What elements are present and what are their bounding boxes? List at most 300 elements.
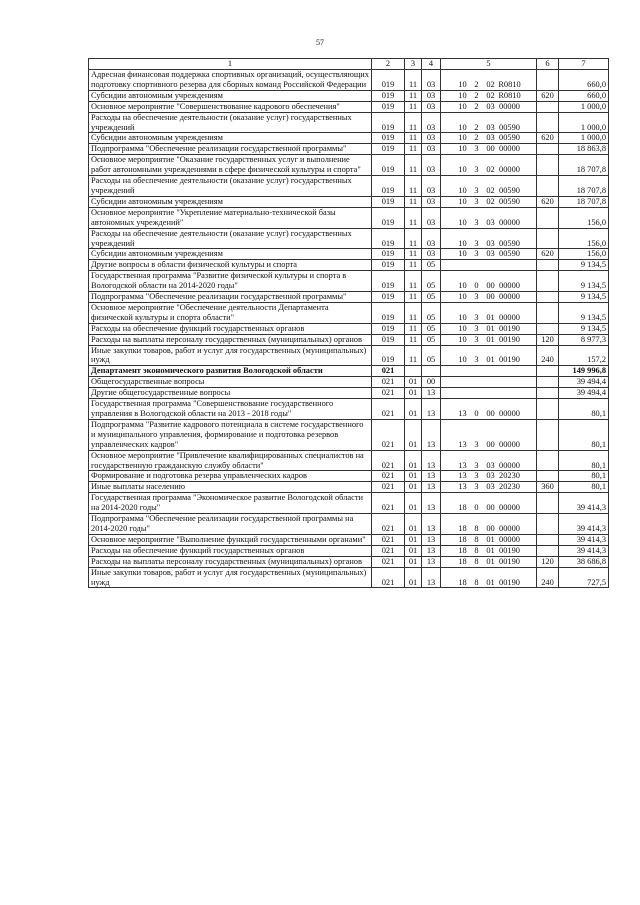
row-expense-type: 620 (537, 196, 559, 207)
header-col-6: 6 (537, 59, 559, 70)
target-direction: 00000 (499, 409, 520, 418)
row-target-article (441, 514, 537, 535)
target-program: 10 (458, 217, 467, 227)
target-activity: 00 (486, 439, 495, 449)
target-activity: 00 (486, 409, 495, 418)
target-subprogram: 3 (474, 312, 479, 322)
row-name: Расходы на обеспечение функций государственных органов (89, 545, 372, 556)
target-subprogram: 2 (474, 133, 479, 143)
row-name: Общегосударственные вопросы (89, 377, 372, 388)
row-ministry-code: 021 (372, 567, 405, 588)
target-subprogram: 3 (474, 460, 479, 470)
row-amount: 9 134,5 (559, 292, 609, 303)
table-row (89, 260, 609, 271)
target-program: 13 (458, 471, 467, 481)
target-program: 18 (458, 556, 467, 566)
row-expense-type (537, 471, 559, 482)
row-amount: 727,5 (559, 567, 609, 588)
table-row (89, 133, 609, 144)
row-section-code: 11 (405, 334, 422, 345)
row-subsection-code: 05 (422, 345, 441, 366)
target-direction: 00000 (499, 439, 520, 449)
row-subsection-code: 13 (422, 471, 441, 482)
target-direction: 00000 (499, 144, 520, 154)
row-target-article (441, 260, 537, 271)
row-target-article (441, 228, 537, 249)
row-ministry-code: 019 (372, 155, 405, 176)
row-section-code: 01 (405, 482, 422, 493)
row-name: Расходы на выплаты персоналу государственных (муниципальных) органов (89, 556, 372, 567)
table-row (89, 302, 609, 323)
target-program: 10 (458, 334, 467, 344)
row-section-code: 11 (405, 176, 422, 197)
target-program: 10 (458, 355, 467, 365)
row-name: Расходы на обеспечение функций государственных органов (89, 323, 372, 334)
target-subprogram: 2 (474, 122, 479, 132)
row-subsection-code: 03 (422, 70, 441, 91)
target-subprogram: 3 (474, 144, 479, 154)
row-amount: 156,0 (559, 207, 609, 228)
row-expense-type (537, 207, 559, 228)
table-row (89, 292, 609, 303)
table-row (89, 90, 609, 101)
row-expense-type (537, 302, 559, 323)
row-target-article (441, 70, 537, 91)
row-subsection-code (422, 366, 441, 377)
target-program: 10 (458, 323, 467, 333)
target-subprogram: 8 (474, 556, 479, 566)
row-name: Подпрограмма "Обеспечение реализации государственной программы на 2014-2020 годы" (89, 514, 372, 535)
row-expense-type: 360 (537, 482, 559, 493)
row-ministry-code: 021 (372, 366, 405, 377)
target-activity: 00 (486, 144, 495, 154)
table-row (89, 144, 609, 155)
row-name: Адресная финансовая поддержка спортивных организаций, осуществляющих подготовку спортивного резерва для сборных команд Российской Федерации (89, 70, 372, 91)
target-direction: 00000 (499, 292, 520, 302)
row-section-code: 11 (405, 155, 422, 176)
row-section-code: 01 (405, 377, 422, 388)
target-activity: 03 (486, 217, 495, 227)
row-name: Основное мероприятие "Оказание государственных услуг и выполнение работ автономными учреждениями в сфере физической культуры и спорта" (89, 155, 372, 176)
row-name: Другие общегосударственные вопросы (89, 388, 372, 399)
row-target-article (441, 482, 537, 493)
row-target-article (441, 176, 537, 197)
table-row (89, 493, 609, 514)
row-section-code: 11 (405, 144, 422, 155)
row-section-code: 11 (405, 90, 422, 101)
target-activity: 01 (486, 534, 495, 544)
row-section-code: 01 (405, 556, 422, 567)
target-subprogram: 3 (474, 323, 479, 333)
target-subprogram: 8 (474, 577, 479, 587)
row-target-article (441, 377, 537, 388)
target-direction: 00000 (499, 165, 520, 175)
table-row (89, 567, 609, 588)
row-amount: 80,1 (559, 450, 609, 471)
target-activity: 02 (486, 90, 495, 100)
target-program: 10 (458, 133, 467, 143)
row-subsection-code: 13 (422, 514, 441, 535)
row-ministry-code: 019 (372, 292, 405, 303)
target-activity: 03 (486, 238, 495, 248)
row-expense-type (537, 228, 559, 249)
row-section-code: 11 (405, 302, 422, 323)
target-direction: 00190 (499, 545, 520, 555)
target-direction: 00000 (499, 217, 520, 227)
target-subprogram: 3 (474, 238, 479, 248)
row-target-article (441, 249, 537, 260)
row-amount: 18 707,8 (559, 196, 609, 207)
table-row (89, 228, 609, 249)
target-subprogram: 0 (474, 503, 479, 513)
header-col-2: 2 (372, 59, 405, 70)
target-activity: 01 (486, 323, 495, 333)
row-section-code: 11 (405, 228, 422, 249)
row-section-code: 11 (405, 271, 422, 292)
row-name: Иные закупки товаров, работ и услуг для государственных (муниципальных) нужд (89, 567, 372, 588)
row-name: Подпрограмма "Обеспечение реализации государственной программы" (89, 144, 372, 155)
row-subsection-code: 13 (422, 399, 441, 420)
row-section-code: 11 (405, 260, 422, 271)
target-direction: 00590 (499, 122, 520, 132)
row-name: Расходы на обеспечение деятельности (оказание услуг) государственных учреждений (89, 176, 372, 197)
row-target-article (441, 450, 537, 471)
row-amount: 9 134,5 (559, 323, 609, 334)
row-target-article (441, 292, 537, 303)
table-row (89, 176, 609, 197)
row-expense-type (537, 399, 559, 420)
row-ministry-code: 021 (372, 388, 405, 399)
target-activity: 00 (486, 292, 495, 302)
row-name: Субсидии автономным учреждениям (89, 196, 372, 207)
row-subsection-code: 03 (422, 228, 441, 249)
target-activity: 01 (486, 577, 495, 587)
target-program: 13 (458, 439, 467, 449)
table-row (89, 545, 609, 556)
row-target-article (441, 207, 537, 228)
target-activity: 02 (486, 165, 495, 175)
row-amount: 660,0 (559, 90, 609, 101)
row-amount: 1 000,0 (559, 101, 609, 112)
row-ministry-code: 021 (372, 471, 405, 482)
row-expense-type (537, 112, 559, 133)
row-target-article (441, 366, 537, 377)
row-ministry-code: 021 (372, 514, 405, 535)
row-ministry-code: 021 (372, 545, 405, 556)
row-subsection-code: 13 (422, 493, 441, 514)
row-name: Субсидии автономным учреждениям (89, 133, 372, 144)
row-ministry-code: 019 (372, 176, 405, 197)
target-direction: 00000 (499, 503, 520, 513)
row-ministry-code: 021 (372, 556, 405, 567)
target-direction: 00190 (499, 323, 520, 333)
target-subprogram: 3 (474, 439, 479, 449)
row-expense-type (537, 144, 559, 155)
row-ministry-code: 021 (372, 450, 405, 471)
target-subprogram: 3 (474, 355, 479, 365)
row-subsection-code: 05 (422, 271, 441, 292)
row-ministry-code: 019 (372, 260, 405, 271)
target-program: 18 (458, 534, 467, 544)
row-ministry-code: 019 (372, 249, 405, 260)
row-target-article (441, 133, 537, 144)
row-target-article (441, 345, 537, 366)
table-row (89, 556, 609, 567)
row-expense-type (537, 323, 559, 334)
row-target-article (441, 155, 537, 176)
row-target-article (441, 90, 537, 101)
row-expense-type (537, 176, 559, 197)
target-subprogram: 3 (474, 482, 479, 492)
row-target-article (441, 302, 537, 323)
row-subsection-code: 03 (422, 101, 441, 112)
row-name: Департамент экономического развития Вологодской области (89, 366, 372, 377)
table-body (89, 70, 609, 588)
table-row (89, 399, 609, 420)
row-expense-type: 240 (537, 345, 559, 366)
row-section-code: 11 (405, 112, 422, 133)
target-program: 10 (458, 122, 467, 132)
row-name: Основное мероприятие "Обеспечение деятельности Департамента физической культуры и спорта области" (89, 302, 372, 323)
row-ministry-code: 019 (372, 112, 405, 133)
row-expense-type (537, 292, 559, 303)
row-ministry-code: 019 (372, 90, 405, 101)
table-row (89, 345, 609, 366)
table-row (89, 377, 609, 388)
target-subprogram: 8 (474, 545, 479, 555)
row-expense-type (537, 101, 559, 112)
row-ministry-code: 019 (372, 302, 405, 323)
row-ministry-code: 021 (372, 399, 405, 420)
row-amount: 9 134,5 (559, 302, 609, 323)
table-row (89, 249, 609, 260)
row-name: Государственная программа "Экономическое развитие Вологодской области на 2014-2020 годы" (89, 493, 372, 514)
target-program: 10 (458, 249, 467, 259)
row-target-article (441, 271, 537, 292)
row-name: Расходы на выплаты персоналу государственных (муниципальных) органов (89, 334, 372, 345)
row-section-code: 11 (405, 133, 422, 144)
target-program: 18 (458, 523, 467, 533)
target-subprogram: 2 (474, 79, 479, 89)
row-target-article (441, 144, 537, 155)
row-subsection-code: 03 (422, 144, 441, 155)
row-ministry-code: 019 (372, 334, 405, 345)
target-subprogram: 3 (474, 196, 479, 206)
row-expense-type (537, 545, 559, 556)
row-expense-type (537, 534, 559, 545)
target-program: 10 (458, 281, 467, 291)
row-name: Подпрограмма "Развитие кадрового потенциала в системе государственного и муниципального управления, формирование и подготовка резервов управленческих кадров" (89, 419, 372, 450)
target-activity: 00 (486, 281, 495, 291)
row-name: Расходы на обеспечение деятельности (оказание услуг) государственных учреждений (89, 112, 372, 133)
row-section-code: 11 (405, 207, 422, 228)
target-direction: 00590 (499, 249, 520, 259)
target-program: 10 (458, 238, 467, 248)
target-direction: 00190 (499, 577, 520, 587)
row-subsection-code: 13 (422, 567, 441, 588)
row-expense-type (537, 514, 559, 535)
row-section-code: 01 (405, 534, 422, 545)
table-row (89, 471, 609, 482)
row-section-code: 11 (405, 196, 422, 207)
row-expense-type (537, 366, 559, 377)
row-amount: 80,1 (559, 419, 609, 450)
row-subsection-code: 03 (422, 112, 441, 133)
header-col-3: 3 (405, 59, 422, 70)
row-section-code: 11 (405, 249, 422, 260)
row-expense-type (537, 70, 559, 91)
row-section-code: 11 (405, 70, 422, 91)
row-ministry-code: 021 (372, 493, 405, 514)
target-activity: 01 (486, 334, 495, 344)
row-subsection-code: 03 (422, 196, 441, 207)
row-section-code: 01 (405, 450, 422, 471)
table-row (89, 534, 609, 545)
row-name: Субсидии автономным учреждениям (89, 249, 372, 260)
target-subprogram: 3 (474, 249, 479, 259)
row-ministry-code: 019 (372, 70, 405, 91)
row-name: Расходы на обеспечение деятельности (оказание услуг) государственных учреждений (89, 228, 372, 249)
header-col-4: 4 (422, 59, 441, 70)
row-amount: 39 414,3 (559, 493, 609, 514)
target-direction: 00590 (499, 238, 520, 248)
table-row (89, 482, 609, 493)
table-row (89, 196, 609, 207)
target-program: 10 (458, 185, 467, 195)
row-subsection-code: 03 (422, 249, 441, 260)
target-activity: 03 (486, 122, 495, 132)
table-row (89, 155, 609, 176)
target-program: 10 (458, 79, 467, 89)
row-subsection-code: 13 (422, 545, 441, 556)
row-amount: 18 707,8 (559, 155, 609, 176)
header-row (89, 59, 609, 70)
target-activity: 03 (486, 101, 495, 111)
row-ministry-code: 021 (372, 482, 405, 493)
row-section-code: 11 (405, 101, 422, 112)
table-row (89, 207, 609, 228)
row-amount: 39 494,4 (559, 377, 609, 388)
row-amount: 39 414,3 (559, 534, 609, 545)
row-subsection-code: 05 (422, 302, 441, 323)
row-target-article (441, 545, 537, 556)
target-direction: 00190 (499, 334, 520, 344)
target-activity: 03 (486, 460, 495, 470)
row-ministry-code: 021 (372, 419, 405, 450)
target-subprogram: 3 (474, 292, 479, 302)
target-direction: 00000 (499, 312, 520, 322)
row-section-code: 01 (405, 388, 422, 399)
row-subsection-code: 05 (422, 334, 441, 345)
table-row (89, 514, 609, 535)
row-section-code (405, 366, 422, 377)
target-program: 13 (458, 460, 467, 470)
row-subsection-code: 03 (422, 90, 441, 101)
target-activity: 01 (486, 556, 495, 566)
target-program: 10 (458, 90, 467, 100)
header-col-7: 7 (559, 59, 609, 70)
row-expense-type (537, 388, 559, 399)
row-amount: 1 000,0 (559, 112, 609, 133)
row-ministry-code: 019 (372, 323, 405, 334)
target-subprogram: 3 (474, 217, 479, 227)
row-amount: 149 996,8 (559, 366, 609, 377)
row-amount: 9 134,5 (559, 260, 609, 271)
table-row (89, 271, 609, 292)
row-expense-type: 120 (537, 556, 559, 567)
row-name: Основное мероприятие "Привлечение квалифицированных специалистов на государственную гражданскую службу области" (89, 450, 372, 471)
row-section-code: 01 (405, 471, 422, 482)
row-amount: 660,0 (559, 70, 609, 91)
row-name: Государственная программа "Развитие физической культуры и спорта в Вологодской области на 2014-2020 годы" (89, 271, 372, 292)
row-expense-type: 120 (537, 334, 559, 345)
row-section-code: 01 (405, 567, 422, 588)
row-target-article (441, 567, 537, 588)
target-direction: 20230 (499, 471, 520, 481)
row-section-code: 11 (405, 292, 422, 303)
row-name: Субсидии автономным учреждениям (89, 90, 372, 101)
header-col-5: 5 (441, 59, 537, 70)
row-expense-type (537, 271, 559, 292)
row-amount: 157,2 (559, 345, 609, 366)
table-row (89, 112, 609, 133)
row-target-article (441, 534, 537, 545)
row-subsection-code: 05 (422, 323, 441, 334)
target-activity: 03 (486, 471, 495, 481)
table-row (89, 70, 609, 91)
row-amount: 39 414,3 (559, 545, 609, 556)
target-direction: 00590 (499, 196, 520, 206)
target-subprogram: 8 (474, 523, 479, 533)
target-activity: 01 (486, 355, 495, 365)
row-subsection-code: 13 (422, 419, 441, 450)
row-amount: 39 414,3 (559, 514, 609, 535)
row-subsection-code: 03 (422, 155, 441, 176)
table-row (89, 450, 609, 471)
target-program: 10 (458, 144, 467, 154)
row-amount: 39 494,4 (559, 388, 609, 399)
row-amount: 156,0 (559, 249, 609, 260)
row-target-article (441, 101, 537, 112)
target-program: 10 (458, 165, 467, 175)
row-ministry-code: 019 (372, 345, 405, 366)
row-ministry-code: 019 (372, 271, 405, 292)
row-subsection-code: 03 (422, 176, 441, 197)
row-subsection-code: 05 (422, 292, 441, 303)
row-amount: 18 863,8 (559, 144, 609, 155)
row-amount: 38 686,8 (559, 556, 609, 567)
target-direction: 00000 (499, 523, 520, 533)
row-amount: 156,0 (559, 228, 609, 249)
target-subprogram: 3 (474, 185, 479, 195)
target-direction: R0810 (498, 79, 521, 89)
row-target-article (441, 556, 537, 567)
target-activity: 00 (486, 523, 495, 533)
row-expense-type: 620 (537, 249, 559, 260)
target-direction: R0810 (498, 90, 521, 100)
row-target-article (441, 399, 537, 420)
row-subsection-code: 13 (422, 482, 441, 493)
row-amount: 80,1 (559, 482, 609, 493)
table-row (89, 388, 609, 399)
row-subsection-code: 13 (422, 388, 441, 399)
target-activity: 02 (486, 79, 495, 89)
target-direction: 00190 (499, 355, 520, 365)
target-program: 13 (458, 482, 467, 492)
target-activity: 01 (486, 545, 495, 555)
row-ministry-code: 021 (372, 534, 405, 545)
row-name: Иные закупки товаров, работ и услуг для государственных (муниципальных) нужд (89, 345, 372, 366)
